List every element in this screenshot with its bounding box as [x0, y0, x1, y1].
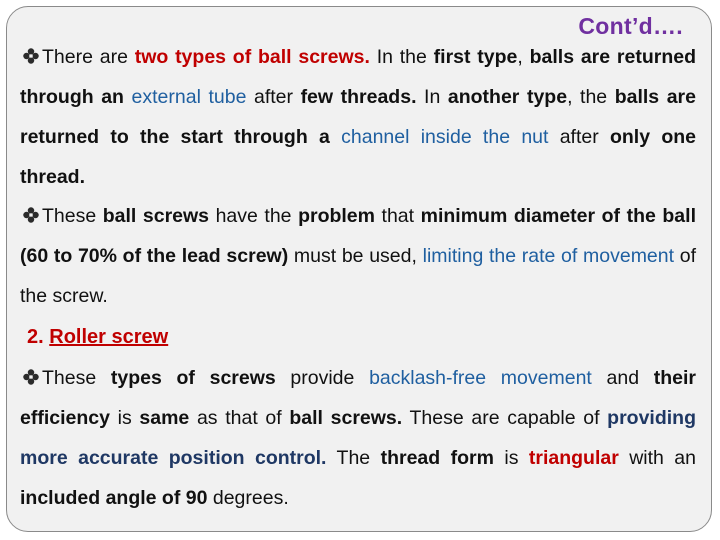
text: problem [298, 205, 375, 227]
slide-title: Cont’d…. [578, 13, 683, 39]
text: degrees. [207, 487, 289, 509]
text: provide [275, 367, 370, 389]
diamond-bullet-icon [20, 47, 42, 65]
text: In [416, 86, 448, 108]
slide [6, 6, 712, 532]
text: providing more accurate position control. [20, 407, 696, 469]
heading-number: 2. [27, 326, 44, 348]
text: In the [369, 46, 434, 68]
text: external tube [131, 86, 247, 108]
text: These [42, 205, 103, 227]
text: thread form [380, 447, 494, 469]
text: limiting the rate of movement [422, 245, 675, 267]
text: same [139, 407, 190, 429]
diamond-bullet-icon [20, 206, 42, 224]
text: ball screws [102, 205, 210, 227]
text: included angle of 90 [20, 487, 208, 509]
text: types of screws [110, 367, 276, 389]
text: few threads. [300, 86, 417, 108]
text: The [326, 447, 381, 469]
paragraph-ball-screw-types [20, 37, 696, 197]
text: only one thread. [20, 126, 697, 188]
text: channel inside the nut [341, 126, 549, 148]
diamond-bullet-icon [20, 368, 42, 386]
text: triangular [528, 447, 619, 469]
text: must be used, [288, 245, 423, 267]
heading-label: Roller screw [49, 326, 169, 348]
text: balls are returned through an [20, 46, 696, 108]
text: balls are returned to the start through a [20, 86, 696, 148]
text: minimum diameter of the ball (60 to 70% of the lead screw) [20, 205, 696, 267]
text: that [375, 205, 421, 227]
text: ball screws. [289, 407, 403, 429]
text: after [246, 86, 301, 108]
text: backlash-free movement [369, 367, 592, 389]
text: as that of [189, 407, 290, 429]
text: These [42, 367, 111, 389]
text: and [591, 367, 654, 389]
text: their efficiency [20, 367, 697, 429]
paragraph-ball-screw-problem [20, 196, 696, 316]
text: These are capable of [402, 407, 608, 429]
text: , [517, 46, 530, 68]
paragraph-roller-screw-description [20, 358, 696, 518]
text: is [109, 407, 140, 429]
text: another type [447, 86, 568, 108]
text: is [493, 447, 529, 469]
text [124, 86, 132, 108]
text: There are [42, 46, 135, 68]
text: two types of ball screws. [134, 46, 370, 68]
text: of the screw. [20, 245, 696, 307]
text: with an [618, 447, 696, 469]
text: have the [209, 205, 299, 227]
text: , the [567, 86, 615, 108]
section-heading-roller-screw [27, 317, 168, 357]
text: after [548, 126, 610, 148]
text [330, 126, 341, 148]
text: first type [433, 46, 518, 68]
